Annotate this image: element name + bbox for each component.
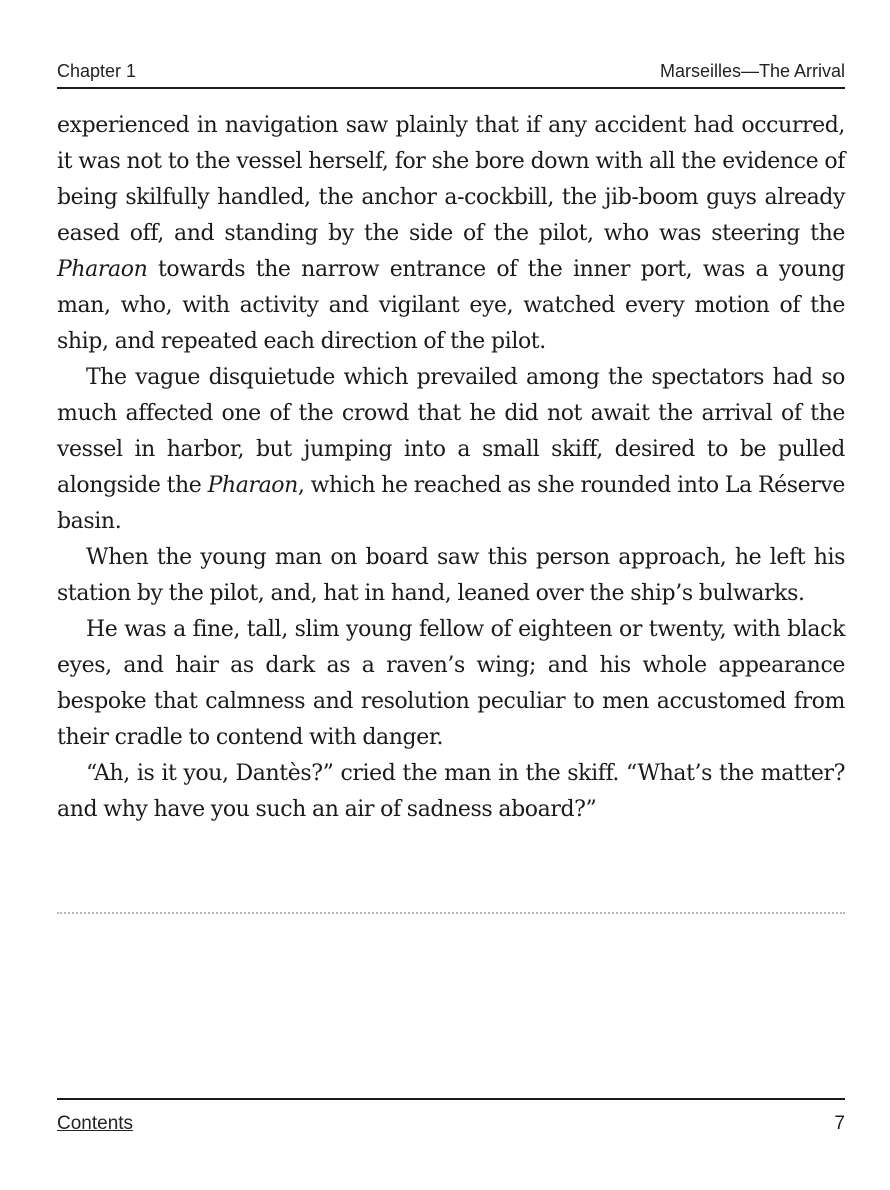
section-title: Marseilles—The Arrival [659, 61, 845, 81]
paragraph-2-text-b: , which he reached as she rounded into La Réserve basin. [57, 473, 845, 534]
paragraph-4: He was a fine, tall, slim young fellow of eighteen or twenty, with black eyes, and hair as dark as a raven’s wing; and his whole appearance bespoke that calmness and resolution peculiar to men accustomed from their cradle to contend with danger. [57, 617, 845, 750]
paragraph-1 [57, 108, 845, 360]
chapter-label: Chapter 1 [57, 61, 137, 81]
page-end-divider [57, 912, 845, 914]
paragraph-2 [57, 360, 845, 540]
paragraph-3: When the young man on board saw this person approach, he left his station by the pilot, and, hat in hand, leaned over the ship’s bulwarks. [57, 545, 845, 606]
page-number: 7 [834, 1113, 845, 1134]
paragraph-5: “Ah, is it you, Dantès?” cried the man in the skiff. “What’s the matter? and why have you such an air of sadness aboard?” [57, 761, 845, 822]
contents-link[interactable]: Contents [57, 1113, 134, 1134]
paragraph-1-text-b: towards the narrow entrance of the inner port, was a young man, who, with activity and vigilant eye, watched every motion of the ship, and repeated each direction of the pilot. [57, 257, 845, 354]
paragraph-2-text-a: The vague disquietude which prevailed among the spectators had so much affected one of the crowd that he did not await the arrival of the vessel in harbor, but jumping into a small skiff, desired to be pulled alongside the [57, 365, 845, 498]
ship-name-italic: Pharaon [57, 257, 148, 282]
paragraph-1-text-a: experienced in navigation saw plainly that if any accident had occurred, it was not to the vessel herself, for she bore down with all the evidence of being skilfully handled, the anchor a-cockbill, the jib-boom guys already eased off, and standing by the side of the pilot, who was steering the [57, 113, 845, 246]
running-footer [57, 1098, 845, 1138]
running-header [57, 59, 845, 89]
ship-name-italic: Pharaon [207, 473, 298, 498]
page-text [57, 108, 845, 828]
